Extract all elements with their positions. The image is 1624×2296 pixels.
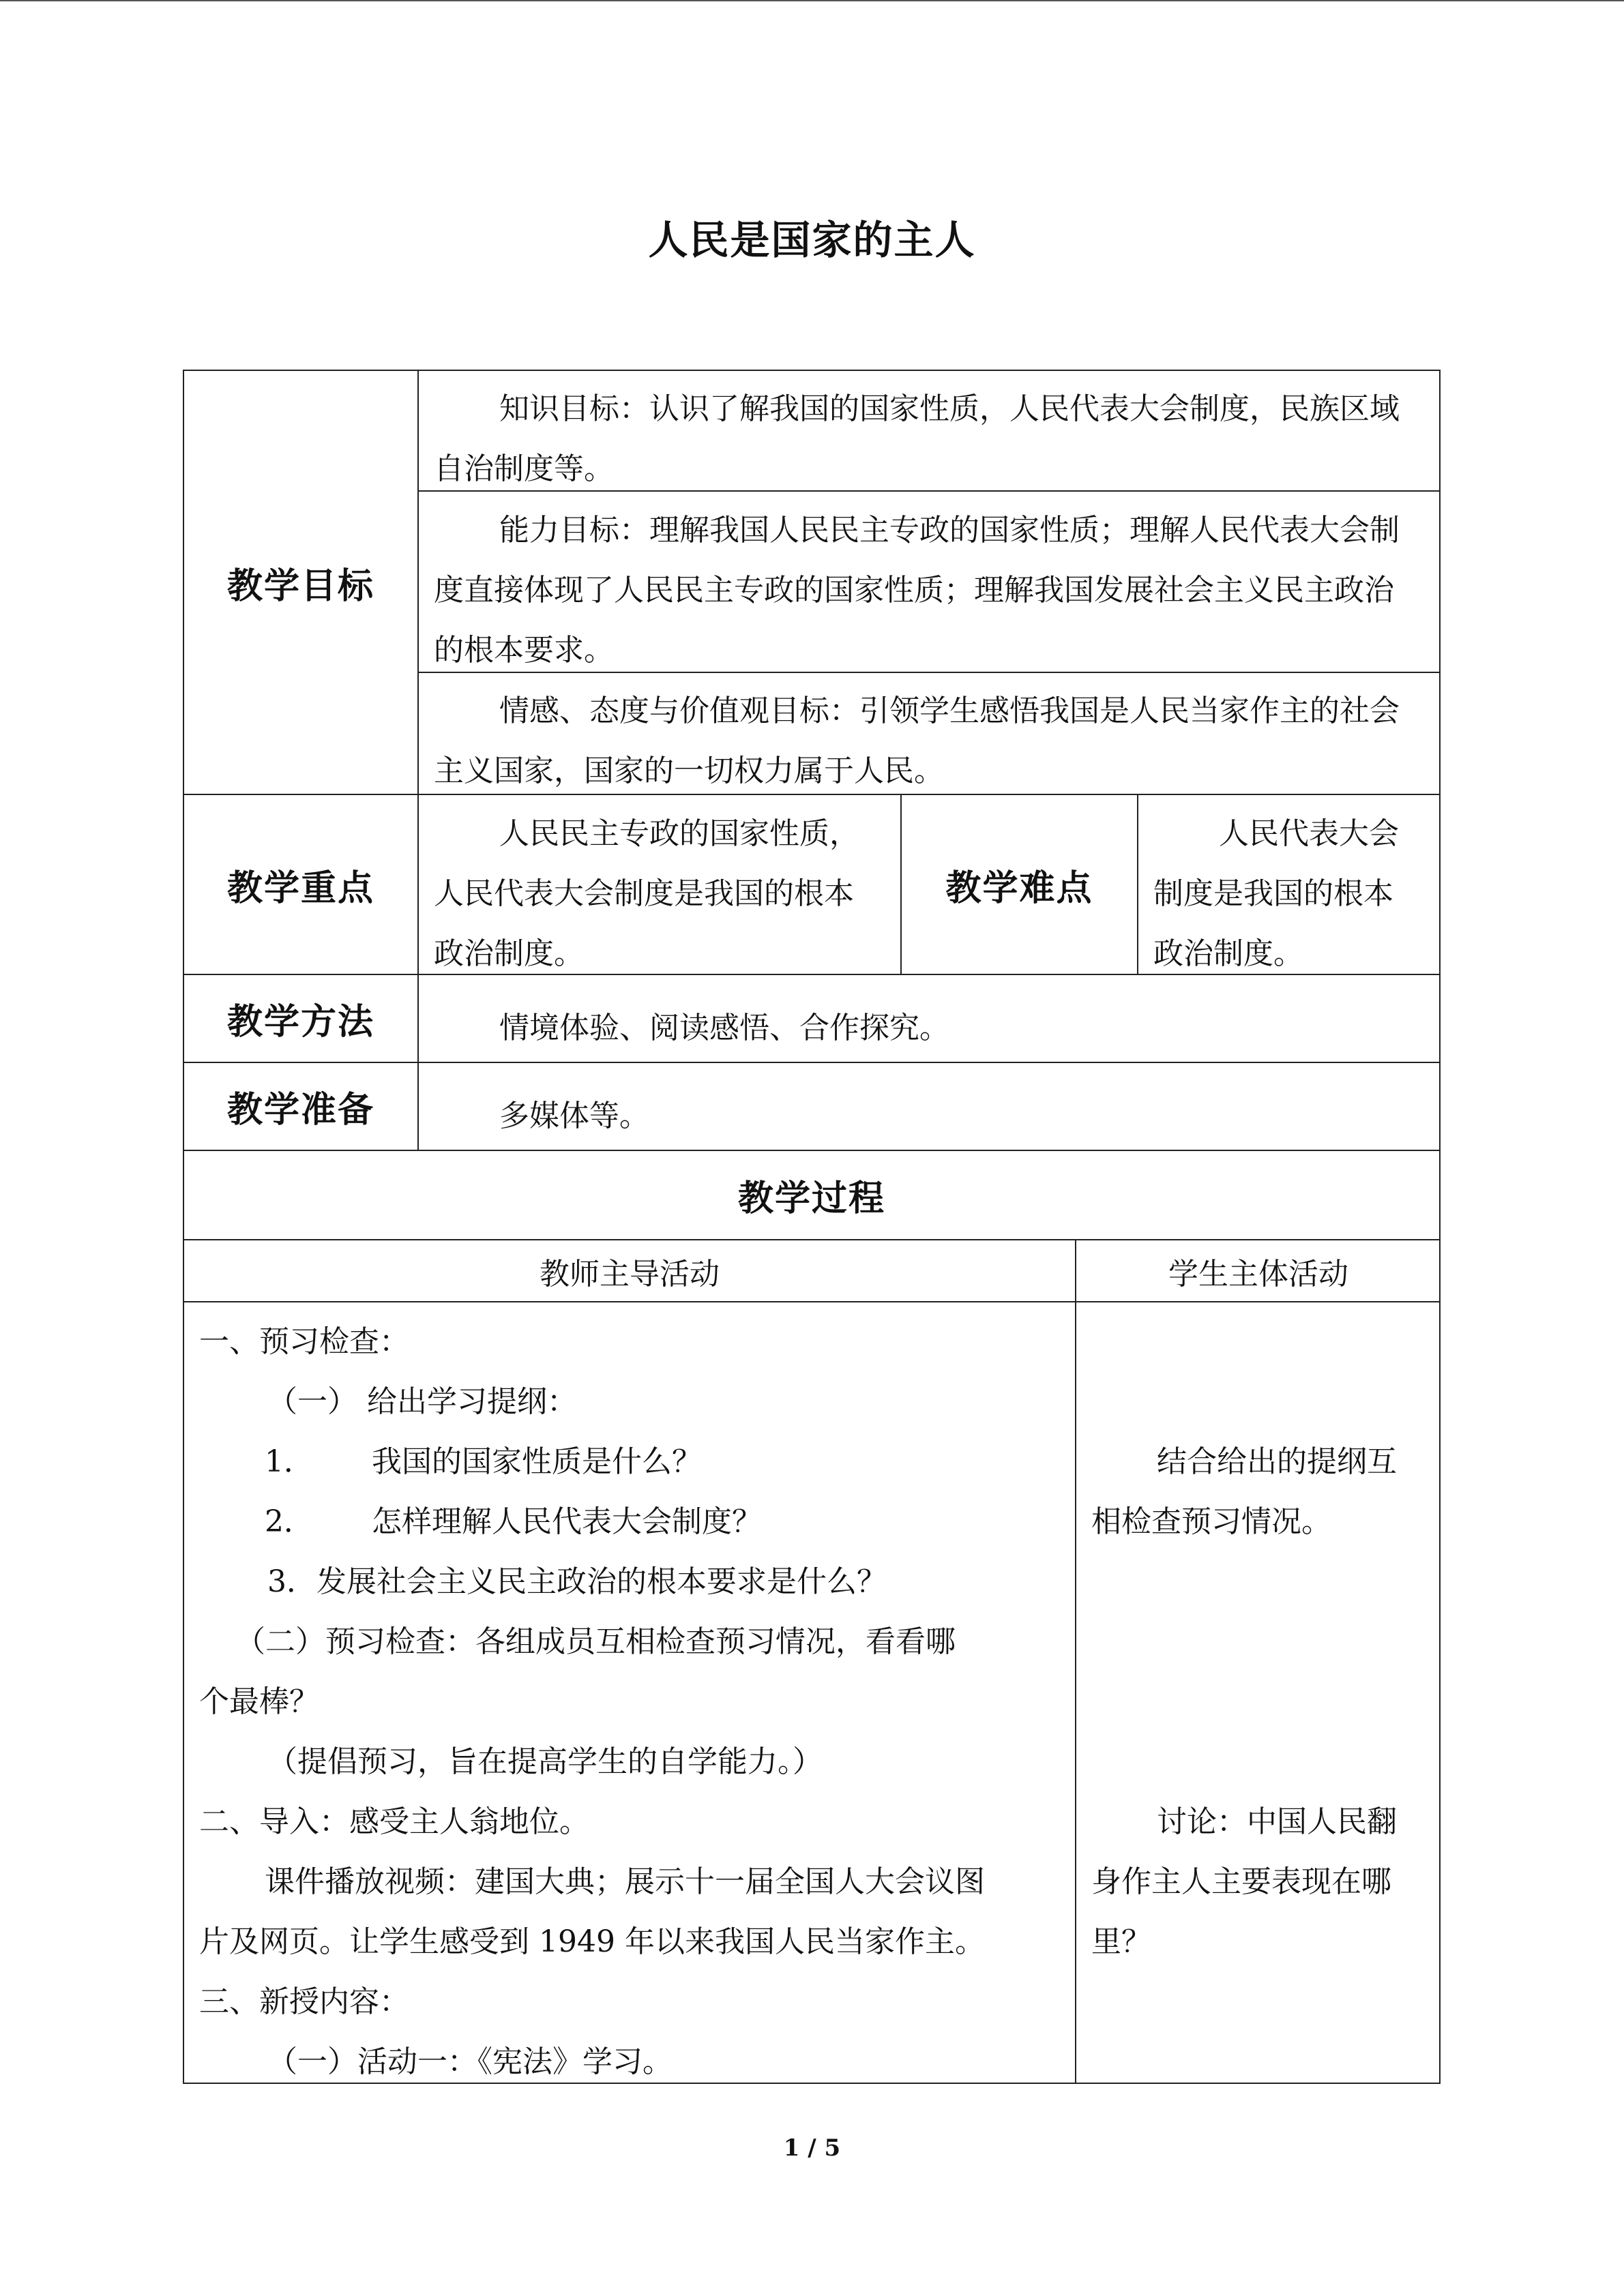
key-points-text: 人民民主专政的国家性质，人民代表大会制度是我国的根本政治制度。 <box>434 816 859 971</box>
teacher-line: 一、预习检查： <box>199 1324 409 1359</box>
page-title: 人民是国家的主人 <box>648 217 976 263</box>
preparation-label: 教学准备 <box>226 1090 374 1131</box>
teacher-line: （二）预习检查：各组成员互相检查预习情况，看看哪 <box>235 1624 956 1659</box>
teacher-activity-header: 教师主导活动 <box>540 1256 720 1292</box>
teacher-line: 课件播放视频：建国大典；展示十一届全国人大会议图 <box>265 1864 985 1899</box>
preparation-text: 多媒体等。 <box>499 1099 649 1133</box>
method-label: 教学方法 <box>226 1002 374 1043</box>
process-heading: 教学过程 <box>737 1178 885 1219</box>
teacher-line: 3．发展社会主义民主政治的根本要求是什么？ <box>267 1564 887 1599</box>
emotion-objective: 情感、态度与价值观目标：引领学生感悟我国是人民当家作主的社会主义国家，国家的一切权力属于人民。 <box>434 694 1400 788</box>
teacher-line: 三、新授内容： <box>199 1984 409 2019</box>
difficulty-label: 教学难点 <box>945 867 1093 909</box>
student-activity-header: 学生主体活动 <box>1168 1256 1348 1292</box>
teacher-line: 个最棒？ <box>199 1684 319 1719</box>
student-note: 讨论：中国人民翻身作主人主要表现在哪里？ <box>1091 1804 1397 1959</box>
teacher-line: （一）活动一：《宪法》学习。 <box>267 2044 673 2079</box>
knowledge-objective: 知识目标：认识了解我国的国家性质，人民代表大会制度，民族区域自治制度等。 <box>434 391 1400 486</box>
difficulty-text: 人民代表大会制度是我国的根本政治制度。 <box>1153 816 1399 971</box>
ability-objective: 能力目标：理解我国人民民主专政的国家性质；理解人民代表大会制度直接体现了人民民主专政的国家性质；理解我国发展社会主义民主政治的根本要求。 <box>434 513 1400 668</box>
top-border <box>0 0 1624 1</box>
teacher-line: 二、导入：感受主人翁地位。 <box>199 1804 589 1839</box>
method-text: 情境体验、阅读感悟、合作探究。 <box>499 1011 949 1045</box>
objectives-label: 教学目标 <box>226 565 374 607</box>
teacher-line: （一） 给出学习提纲： <box>267 1384 577 1419</box>
teacher-line: 片及网页。让学生感受到 1949 年以来我国人民当家作主。 <box>199 1924 985 1959</box>
teacher-line: 2． <box>265 1504 314 1539</box>
row-divider <box>183 1301 1441 1302</box>
teacher-line: 1． <box>265 1444 314 1479</box>
student-note: 结合给出的提纲互相检查预习情况。 <box>1091 1444 1397 1539</box>
teacher-line: （提倡预习，旨在提高学生的自学能力。） <box>267 1744 823 1779</box>
key-points-label: 教学重点 <box>226 867 374 909</box>
page-number: 1 / 5 <box>783 2134 841 2162</box>
teacher-line: 我国的国家性质是什么？ <box>372 1444 702 1479</box>
teacher-line: 怎样理解人民代表大会制度？ <box>372 1504 762 1539</box>
